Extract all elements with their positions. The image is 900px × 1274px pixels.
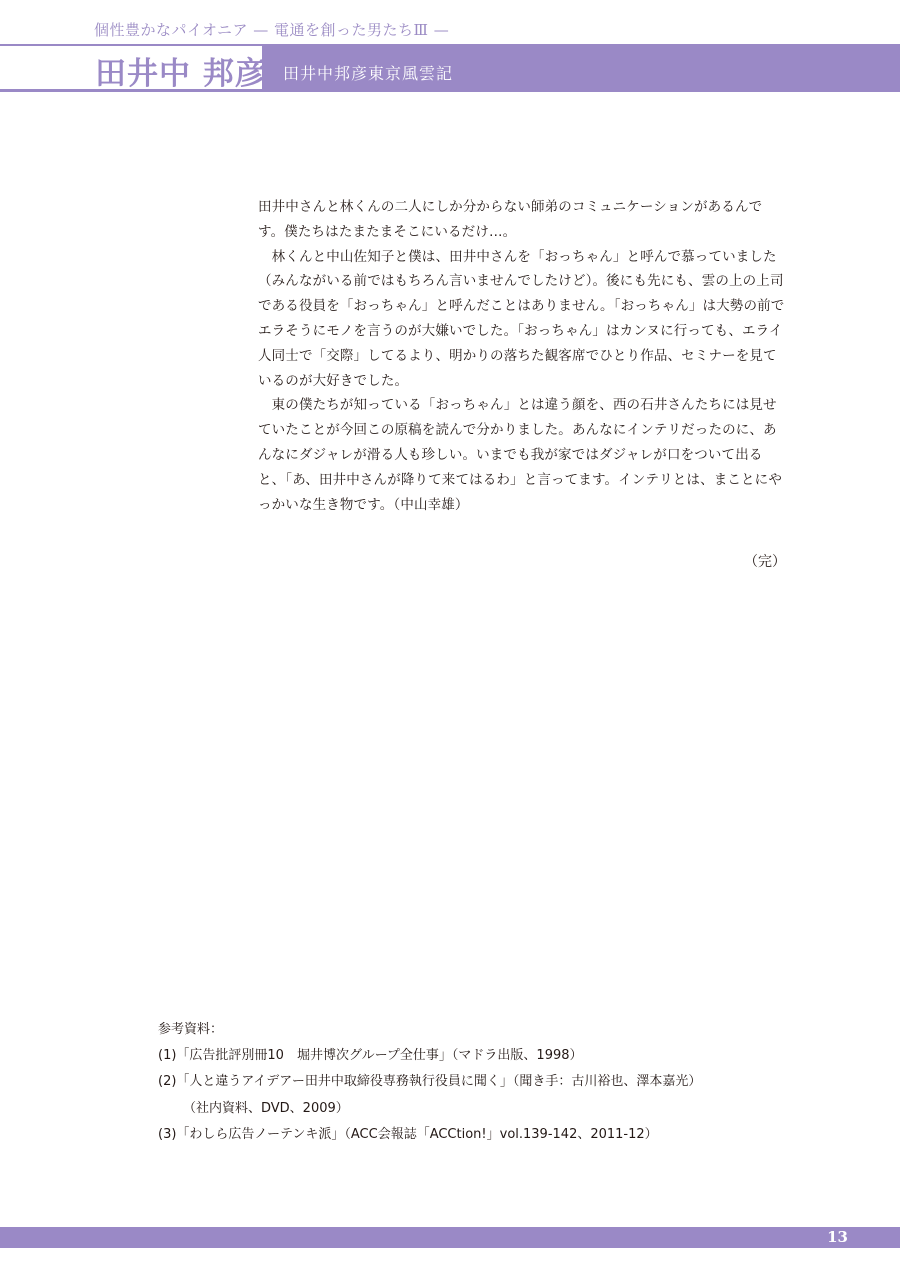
reference-item-1: (1)「広告批評別冊10 堀井博次グループ全仕事」（マドラ出版、1998） — [158, 1048, 583, 1064]
name-box-top-rule — [0, 44, 262, 46]
page-number: 13 — [827, 1228, 848, 1246]
body-text — [258, 195, 788, 517]
references-heading: 参考資料： — [158, 1022, 224, 1037]
reference-item-2: (2)「人と違うアイデアー田井中取締役専務執行役員に聞く」（聞き手：古川裕也、澤本嘉光） — [158, 1074, 702, 1090]
body-paragraph-1: 田井中さんと林くんの二人にしか分からない師弟のコミュニケーションがあるんです。僕たちはたまたまそこにいるだけ…。 — [258, 199, 763, 240]
footer-band — [0, 1227, 900, 1248]
chapter-title: 田井中邦彦東京風雲記 — [283, 64, 454, 83]
body-paragraph-2: 林くんと中山佐知子と僕は、田井中さんを「おっちゃん」と呼んで慕っていました（みんながいる前ではもちろん言いませんでしたけど）。後にも先にも、雲の上の上司である役員を「おっちゃん」と呼んだことはありません。「おっちゃん」は大勢の前でエラそうにモノを言うのが大嫌いでした。「おっちゃん」はカンヌに行っても、エライ人同士で「交際」してるより、明かりの落ちた観客席でひとり作品、セミナーを見ているのが大好きでした。 — [258, 248, 785, 389]
reference-item-2-continued: （社内資料、DVD、2009） — [183, 1100, 349, 1116]
closing-mark: （完） — [744, 554, 786, 570]
reference-item-3: (3)「わしら広告ノーテンキ派」（ACC会報誌「ACCtion!」vol.139-142、2011-12） — [158, 1126, 658, 1142]
series-title: 個性豊かなパイオニア — 電通を創った男たちⅢ — — [94, 21, 450, 39]
person-name: 田井中 邦彦 — [95, 56, 267, 92]
body-paragraph-3: 東の僕たちが知っている「おっちゃん」とは違う顔を、西の石井さんたちには見せていたことが今回この原稿を読んで分かりました。あんなにインテリだったのに、あんなにダジャレが滑る人も珍しい。いまでも我が家ではダジャレが口をついて出ると、「あ、田井中さんが降りて来てはるわ」と言ってます。インテリとは、まことにやっかいな生き物です。（中山幸雄） — [258, 397, 782, 513]
references — [158, 1017, 798, 1148]
